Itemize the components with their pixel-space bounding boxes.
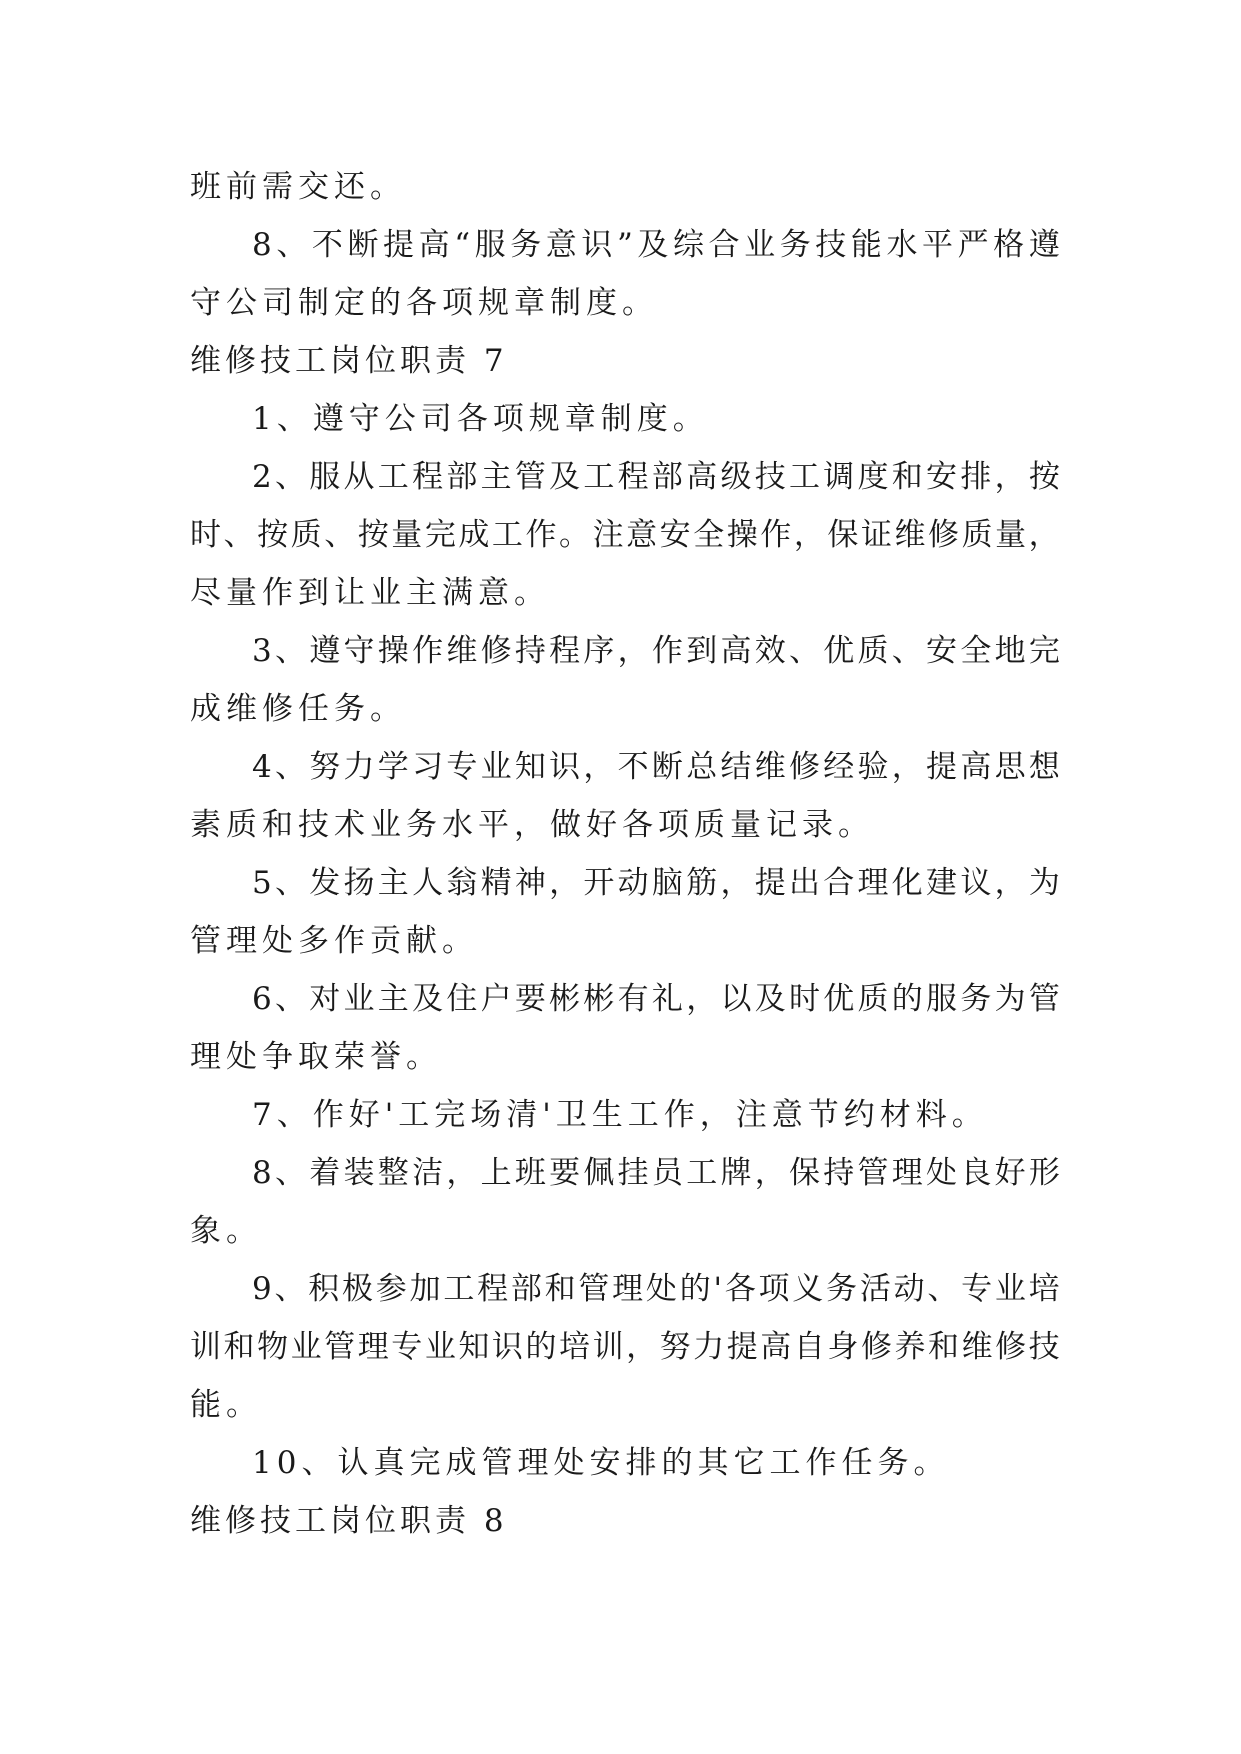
paragraph — [190, 448, 1060, 622]
text-line: 8 、 着 装 整 洁 ， 上 班 要 佩 挂 员 工 牌 ， 保 持 管 理 处 良 好 形 — [252, 1155, 1060, 1191]
text-line: 素质和技术业务水平，做好各项质量记录。 — [190, 807, 874, 843]
text-line: 6 、 对 业 主 及 住 户 要 彬 彬 有 礼 ， 以 及 时 优 质 的 服 务 为 管 — [252, 981, 1060, 1017]
text-line: 能。 — [190, 1387, 262, 1423]
text-line: 2 、 服 从 工 程 部 主 管 及 工 程 部 高 级 技 工 调 度 和 安 排 ， 按 — [252, 459, 1060, 495]
document-body — [190, 158, 1060, 1550]
paragraph — [190, 1434, 1060, 1492]
text-line: 理处争取荣誉。 — [190, 1039, 442, 1075]
paragraph — [190, 390, 1060, 448]
text-line: 训 和 物 业 管 理 专 业 知 识 的 培 训 ， 努 力 提 高 自 身 修 养 和 维 修 技 — [190, 1329, 1060, 1365]
text-line: 成维修任务。 — [190, 691, 406, 727]
text-line: 10、认真完成管理处安排的其它工作任务。 — [252, 1445, 950, 1481]
text-line: 管理处多作贡献。 — [190, 923, 478, 959]
text-line: 3 、 遵 守 操 作 维 修 持 程 序 ， 作 到 高 效 、 优 质 、 安 全 地 完 — [252, 633, 1060, 669]
section-heading: 维修技工岗位职责 7 — [190, 343, 508, 379]
paragraph — [190, 970, 1060, 1086]
text-line: 4 、 努 力 学 习 专 业 知 识 ， 不 断 总 结 维 修 经 验 ， 提 高 思 想 — [252, 749, 1060, 785]
paragraph — [190, 738, 1060, 854]
text-line: 9 、 积 极 参 加 工 程 部 和 管 理 处 的 ' 各 项 义 务 活 动 、 专 业 培 — [252, 1271, 1060, 1307]
paragraph — [190, 1144, 1060, 1260]
paragraph — [190, 854, 1060, 970]
paragraph — [190, 1086, 1060, 1144]
paragraph — [190, 1260, 1060, 1434]
section-heading: 维修技工岗位职责 8 — [190, 1503, 508, 1539]
text-line: 1、遵守公司各项规章制度。 — [252, 401, 709, 437]
text-line: 5 、 发 扬 主 人 翁 精 神 ， 开 动 脑 筋 ， 提 出 合 理 化 建 议 ， 为 — [252, 865, 1060, 901]
text-line: 7、作好'工完场清'卫生工作，注意节约材料。 — [252, 1097, 988, 1133]
paragraph — [190, 216, 1060, 332]
text-line: 时 、 按 质 、 按 量 完 成 工 作 。 注 意 安 全 操 作 ， 保 证 维 修 质 量 ， — [190, 517, 1060, 553]
text-line: 班前需交还。 — [190, 169, 406, 205]
paragraph — [190, 158, 1060, 216]
text-line: 守公司制定的各项规章制度。 — [190, 285, 658, 321]
text-line: 象。 — [190, 1213, 262, 1249]
paragraph — [190, 622, 1060, 738]
text-line: 尽量作到让业主满意。 — [190, 575, 550, 611]
text-line: 8 、 不 断 提 高 “ 服 务 意 识 ” 及 综 合 业 务 技 能 水 平 严 格 遵 — [252, 227, 1060, 263]
